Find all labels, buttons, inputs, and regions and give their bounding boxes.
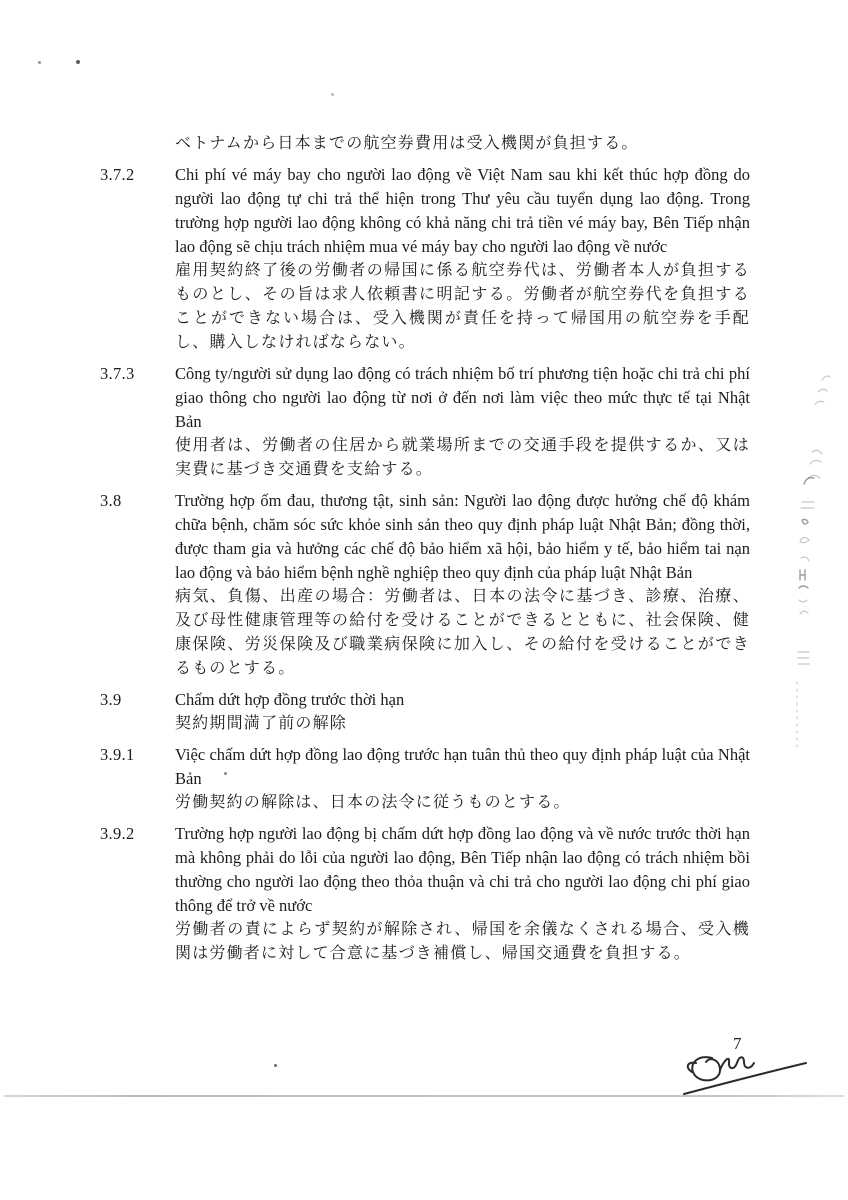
scan-edge-line	[4, 1095, 844, 1097]
clause-text-vietnamese: Trường hợp người lao động bị chấm dứt hợp đồng lao động và về nước trước thời hạn mà không phải do lỗi của người lao động, Bên Tiếp nhận lao động có trách nhiệm bồi thường cho người lao động theo thỏa thuận và chi trả cho người lao động chi phí giao thông để trở về nước	[175, 824, 750, 915]
clause-text-japanese: 労働者の責によらず契約が解除され、帰国を余儀なくされる場合、受入機関は労働者に対して合意に基づき補償し、帰国交通費を負担する。	[175, 921, 750, 962]
clause-number: 3.9.2	[100, 824, 135, 843]
scan-speck	[224, 772, 227, 775]
section-3.8	[100, 489, 750, 681]
clause-text-japanese: 病気、負傷、出産の場合：労働者は、日本の法令に基づき、診療、治療、及び母性健康管理等の給付を受けることができるとともに、社会保険、健康保険、労災保険及び職業病保険に加入し、その給付を受けることができるものとする。	[175, 588, 750, 677]
clause-text-vietnamese: Việc chấm dứt hợp đồng lao động trước hạn tuân thủ theo quy định pháp luật của Nhật Bản	[175, 745, 750, 788]
clause-text-vietnamese: Chấm dứt hợp đồng trước thời hạn	[175, 690, 405, 709]
clause-text-japanese: 雇用契約終了後の労働者の帰国に係る航空券代は、労働者本人が負担するものとし、その旨は求人依頼書に明記する。労働者が航空券代を負担することができない場合は、受入機関が責任を持って帰国用の航空券を手配し、購入しなければならない。	[175, 262, 750, 351]
section-3.7.3	[100, 362, 750, 482]
clause-text-japanese: 労働契約の解除は、日本の法令に従うものとする。	[175, 794, 571, 811]
document-body	[100, 132, 750, 973]
section-3.9.2	[100, 822, 750, 966]
clause-text-japanese: ベトナムから日本までの航空券費用は受入機関が負担する。	[175, 135, 639, 152]
clause-text-japanese: 契約期間満了前の解除	[175, 715, 348, 732]
clause-text-vietnamese: Chi phí vé máy bay cho người lao động về Việt Nam sau khi kết thúc hợp đồng do người lao động tự chi trả thể hiện trong Thư yêu cầu tuyển dụng lao động. Trong trường hợp người lao động không có khả năng chi trả tiền vé máy bay, Bên Tiếp nhận lao động sẽ chịu trách nhiệm mua vé máy bay cho người lao động về nước	[175, 165, 750, 256]
scan-speck	[76, 60, 80, 64]
page-number: 7	[733, 1034, 742, 1053]
scan-speck	[331, 93, 334, 96]
clause-number	[100, 132, 175, 156]
scan-speck	[274, 1064, 277, 1067]
section-3.9.1	[100, 743, 750, 815]
clause-number: 3.7.2	[100, 165, 135, 184]
clause-number: 3.7.3	[100, 364, 135, 383]
clause-number: 3.9.1	[100, 745, 135, 764]
clause-number: 3.8	[100, 491, 122, 510]
clause-text-vietnamese: Công ty/người sử dụng lao động có trách nhiệm bố trí phương tiện hoặc chi trả chi phí giao thông cho người lao động từ nơi ở đến nơi làm việc theo mức thực tế tại Nhật Bản	[175, 364, 750, 431]
clause-text-vietnamese: Trường hợp ốm đau, thương tật, sinh sản: Người lao động được hưởng chế độ khám chữa bệnh, chăm sóc sức khỏe sinh sản theo quy định pháp luật Nhật Bản; đồng thời, được tham gia và hưởng các chế độ bảo hiểm xã hội, bảo hiểm y tế, bảo hiểm tai nạn lao động và bảo hiểm bệnh nghề nghiệp theo quy định của pháp luật Nhật Bản	[175, 491, 750, 582]
margin-note-scribbles	[788, 352, 842, 762]
handwritten-signature	[676, 1046, 826, 1102]
section-3.7.1-continuation	[100, 132, 750, 156]
clause-number: 3.9	[100, 690, 122, 709]
section-3.9	[100, 688, 750, 736]
clause-text-japanese: 使用者は、労働者の住居から就業場所までの交通手段を提供するか、又は実費に基づき交通費を支給する。	[175, 437, 750, 478]
scan-speck	[38, 61, 41, 64]
section-3.7.2	[100, 163, 750, 355]
